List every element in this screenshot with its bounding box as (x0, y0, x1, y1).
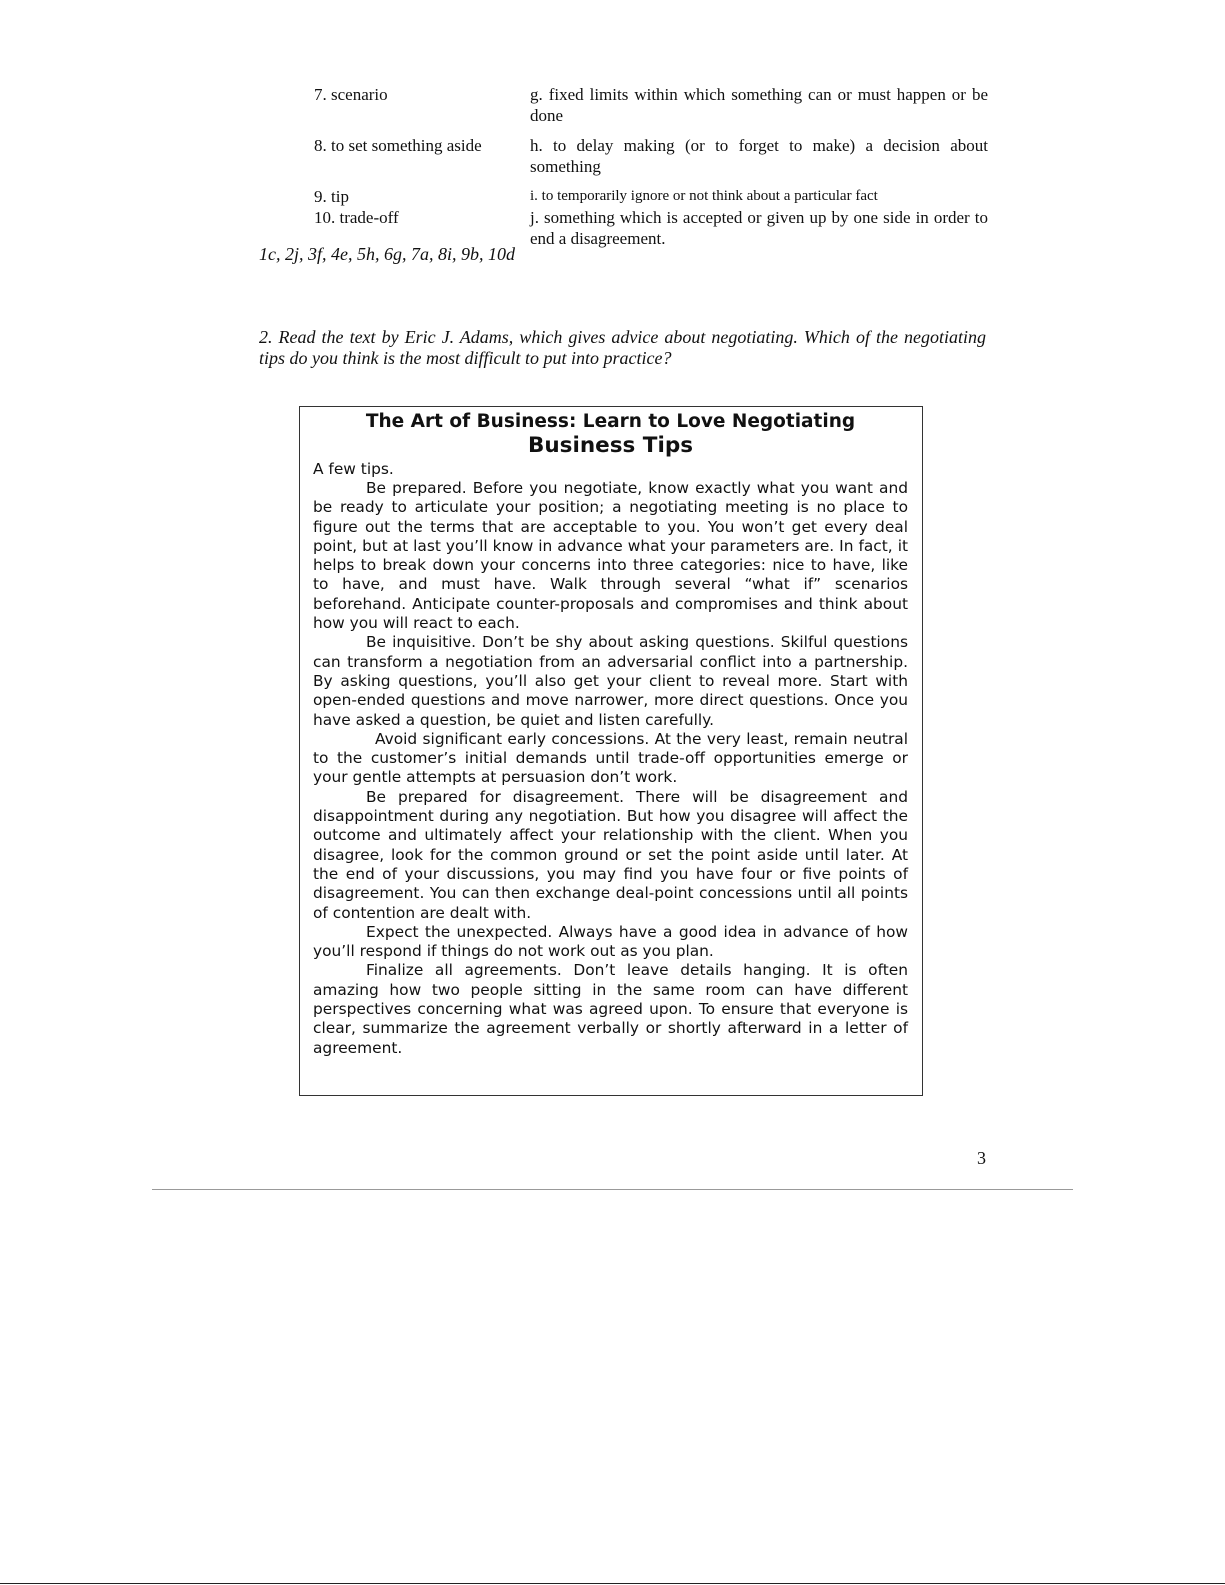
answer-key: 1c, 2j, 3f, 4e, 5h, 6g, 7a, 8i, 9b, 10d (259, 244, 515, 264)
tip-paragraph: Be prepared. Before you negotiate, know exactly what you want and be ready to articulate your position; a negotiating meeting is no place to figure out the terms that are acceptable to you. You won’t get every deal point, but at last you’ll know in advance what your parameters are. In fact, it helps to break down your concerns into three categories: nice to have, like to have, and must have. Walk through several “what if” scenarios beforehand. Anticipate counter-proposals and compromises and think about how you will react to each. (313, 479, 908, 633)
vocabulary-term: 8. to set something aside (314, 136, 482, 155)
reading-text-box (299, 406, 923, 1096)
vocabulary-definition: g. fixed limits within which something can or must happen or be done (530, 85, 988, 125)
vocabulary-definition: h. to delay making (or to forget to make) a decision about something (530, 136, 988, 176)
vocabulary-table (314, 84, 988, 249)
vocabulary-definition: i. to temporarily ignore or not think about a particular fact (530, 188, 878, 204)
tip-paragraph: Finalize all agreements. Don’t leave details hanging. It is often amazing how two people sitting in the same room can have different perspectives concerning what was agreed upon. To ensure that everyone is clear, summarize the agreement verbally or shortly afterward in a letter of agreement. (313, 961, 908, 1057)
tip-paragraph: Be inquisitive. Don’t be shy about asking questions. Skilful questions can transform a negotiation from an adversarial conflict into a partnership. By asking questions, you’ll also get your client to reveal more. Start with open-ended questions and move narrower, more direct questions. Once you have asked a question, be quiet and listen carefully. (313, 633, 908, 729)
tip-paragraph: Avoid significant early concessions. At the very least, remain neutral to the customer’s initial demands until trade-off opportunities emerge or your gentle attempts at persuasion don’t work. (313, 729, 908, 787)
vocabulary-term: 10. trade-off (314, 208, 399, 227)
exercise-question: 2. Read the text by Eric J. Adams, which gives advice about negotiating. Which of the negotiating tips do you think is the most difficult to put into practice? (259, 327, 986, 368)
text-title: The Art of Business: Learn to Love Negotiating (365, 411, 856, 432)
vocabulary-row (314, 186, 988, 207)
vocabulary-term: 7. scenario (314, 85, 388, 104)
page-number: 3 (977, 1148, 986, 1168)
text-intro: A few tips. (313, 460, 394, 478)
tip-paragraph: Expect the unexpected. Always have a good idea in advance of how you’ll respond if things do not work out as you plan. (313, 922, 908, 961)
vocabulary-definition: j. something which is accepted or given up by one side in order to end a disagreement. (530, 208, 988, 248)
vocabulary-row (314, 207, 988, 249)
footer-divider (152, 1189, 1073, 1190)
vocabulary-term: 9. tip (314, 187, 349, 206)
tip-paragraph: Be prepared for disagreement. There will be disagreement and disappointment during any negotiation. But how you disagree will affect the outcome and ultimately affect your relationship with the client. When you disagree, look for the common ground or set the point aside until later. At the end of your discussions, you may find you have four or five points of disagreement. You can then exchange deal-point concessions until all points of contention are dealt with. (313, 787, 908, 922)
text-subtitle: Business Tips (527, 433, 694, 458)
vocabulary-row (314, 84, 988, 135)
vocabulary-row (314, 135, 988, 186)
